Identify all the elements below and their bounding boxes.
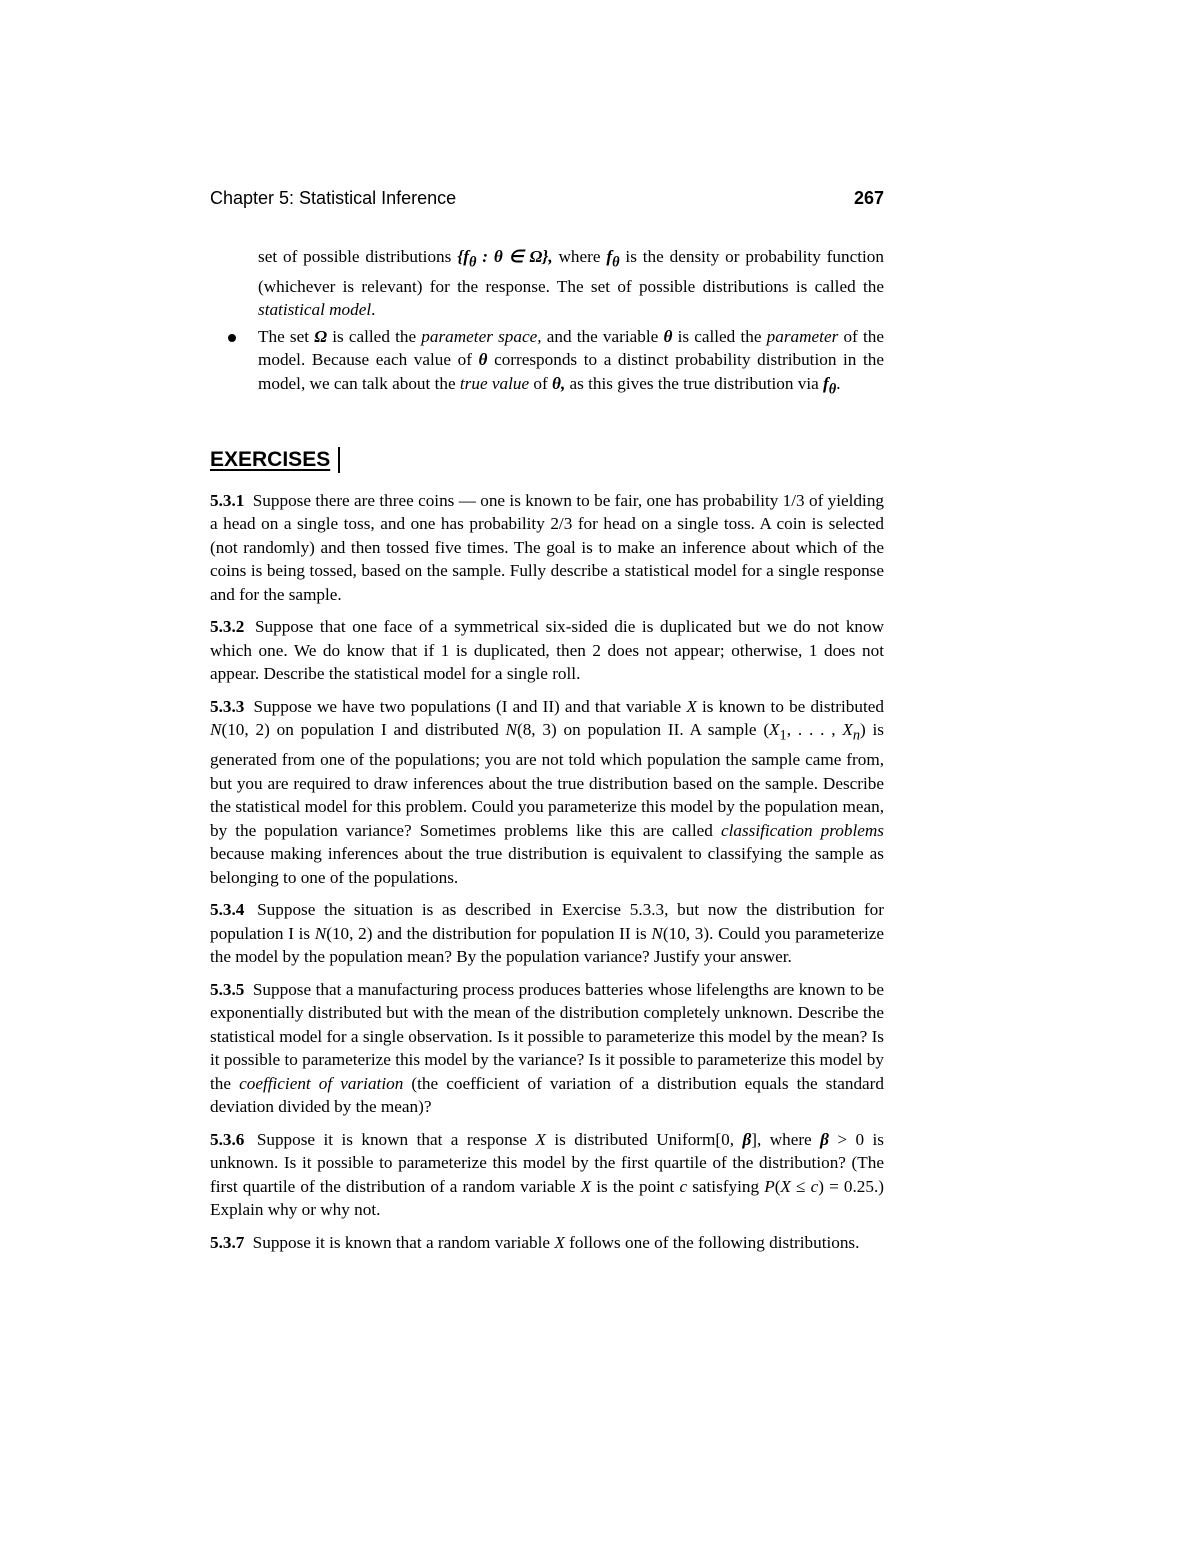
exercise-number: 5.3.6 [210,1129,245,1149]
exercise-list [210,489,884,1254]
textbook-page [210,188,884,1254]
continued-paragraph: set of possible distributions {$f_\theta$ : θ ∈ Ω}, where $f_\theta$ is the density or probability function (whichever is relevant) for the response. The set of possible distributions is called the statistical model. [258,247,884,320]
page-number: 267 [853,188,884,208]
exercise-5-3-6: 5.3.6 Suppose it is known that a response X is distributed Uniform[0, β], where β > 0 is unknown. Is it possible to parameterize this model by the first quartile of the distribution? (The first quartile of the distribution of a random variable X is the point c satisfying P(X ≤ c) = 0.25.) Explain why or why not. [210,1129,885,1220]
exercise-5-3-5: 5.3.5 Suppose that a manufacturing process produces batteries whose lifelengths are known to be exponentially distributed but with the mean of the distribution completely unknown. Describe the statistical model for a single observation. Is it possible to parameterize this model by the mean? Is it possible to parameterize this model by the variance? Is it possible to parameterize this model by the coefficient of variation (the coefficient of variation of a distribution equals the standard deviation divided by the mean)? [210,979,885,1117]
exercise-number: 5.3.2 [210,617,245,637]
exercise-5-3-3: 5.3.3 Suppose we have two populations (I and II) and that variable X is known to be distributed N(10, 2) on population I and distributed N(8, 3) on population II. A sample ($X_1$, . . . , $X_n$) is generated from one of the populations; you are not told which population the sample came from, but you are required to draw inferences about the true distribution based on the sample. Describe the statistical model for this problem. Could you parameterize this model by the population mean, by the population variance? Sometimes problems like this are called classification problems because making inferences about the true distribution is equivalent to classifying the sample as belonging to one of the populations. [210,696,884,887]
heading-bar [338,447,340,473]
exercise-number: 5.3.7 [210,1232,245,1252]
exercise-5-3-2: 5.3.2 Suppose that one face of a symmetrical six-sided die is duplicated but we do not know which one. We do know that if 1 is duplicated, then 2 does not appear; otherwise, 1 does not appear. Describe the statistical model for a single roll. [210,617,885,684]
exercise-5-3-1: 5.3.1 Suppose there are three coins — one is known to be fair, one has probability 1/3 of yielding a head on a single toss, and one has probability 2/3 for head on a single toss. A coin is selected (not randomly) and then tossed five times. The goal is to make an inference about which of the coins is being tossed, based on the sample. Fully describe a statistical model for a single response and for the sample. [210,490,885,604]
exercise-5-3-4: 5.3.4 Suppose the situation is as described in Exercise 5.3.3, but now the distribution for population I is N(10, 2) and the distribution for population II is N(10, 3). Could you parameterize the model by the population mean? By the population variance? Justify your answer. [210,900,884,967]
chapter-title: Chapter 5: Statistical Inference [210,188,457,208]
bullet-icon [228,334,236,342]
exercise-number: 5.3.4 [210,900,245,920]
bullet-parameter-space: The set Ω is called the parameter space, and the variable θ is called the parameter of the model. Because each value of θ corresponds to a distinct probability distribution in the model, we can talk about the true value of θ, as this gives the true distribution via $f_\theta$. [258,325,884,402]
exercises-heading: EXERCISES [210,445,884,475]
exercise-number: 5.3.1 [210,490,245,510]
running-head [210,188,884,214]
exercise-number: 5.3.3 [210,696,245,716]
exercise-number: 5.3.5 [210,979,245,999]
exercise-5-3-7: 5.3.7 Suppose it is known that a random variable X follows one of the following distributions. [210,1232,860,1252]
